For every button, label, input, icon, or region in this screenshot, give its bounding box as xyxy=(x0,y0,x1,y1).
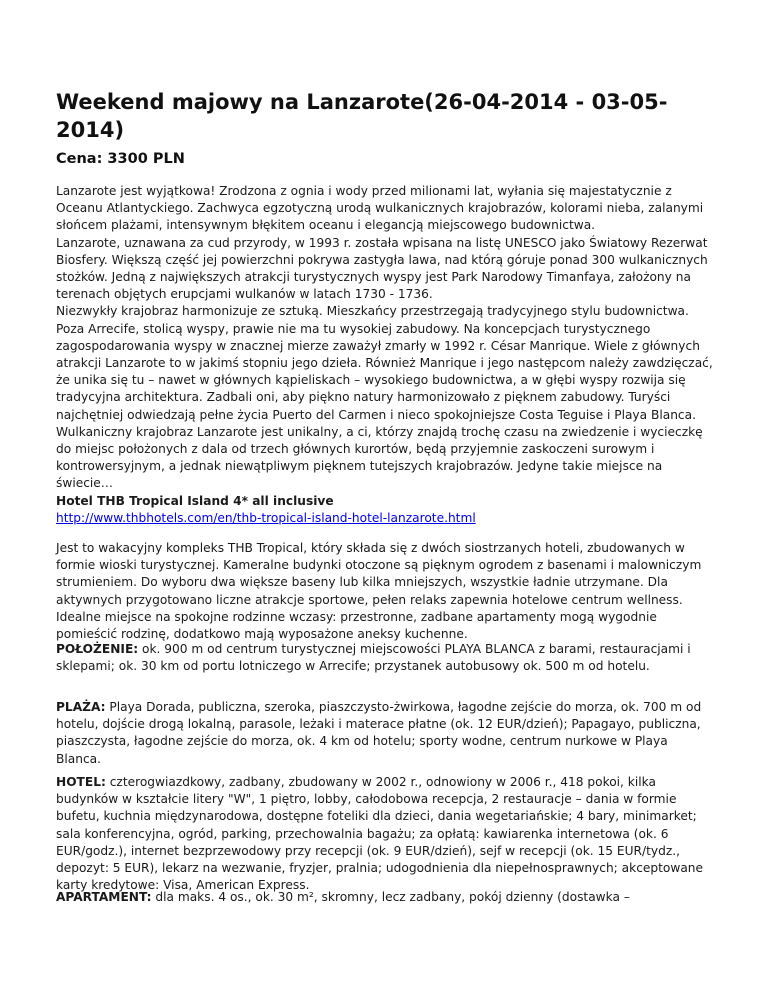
hotel-label: HOTEL: xyxy=(56,775,106,789)
beach-paragraph xyxy=(56,699,716,768)
hotel-paragraph xyxy=(56,774,716,894)
hotel-description xyxy=(56,540,716,643)
apartment-label: APARTAMENT: xyxy=(56,890,152,904)
location-label: POŁOŻENIE: xyxy=(56,642,139,656)
beach-section xyxy=(56,699,716,768)
location-text: ok. 900 m od centrum turystycznej miejscowości PLAYA BLANCA z barami, restauracjami i sklepami; ok. 30 km od portu lotniczego w Arrecife; przystanek autobusowy ok. 500 m od hotelu. xyxy=(56,642,691,674)
intro-paragraph: Lanzarote jest wyjątkowa! Zrodzona z ognia i wody przed milionami lat, wyłania się majestatycznie z Oceanu Atlantyckiego. Zachwyca egzotyczną urodą wulkanicznych krajobrazów, kolorami nieba, zalanymi słońcem plażami, intensywnym błękitem oceanu i elegancją miejscowego budownictwa. xyxy=(56,184,704,233)
beach-text: Playa Dorada, publiczna, szeroka, piaszczysto-żwirkowa, łagodne zejście do morza, ok. 700 m od hotelu, dojście drogą lokalną, parasole, leżaki i materace płatne (ok. 12 EUR/dzień); Papagayo, publiczna, piaszczysta, łagodne zejście do morza, ok. 4 km od hotelu; sporty wodne, centrum nurkowe w Playa Blanca. xyxy=(56,700,702,766)
intro-paragraph: Niezwykły krajobraz harmonizuje ze sztuką. Mieszkańcy przestrzegają tradycyjnego stylu budownictwa. Poza Arrecife, stolicą wyspy, prawie nie ma tu wysokiej zabudowy. Na koncepcjach turystycznego zagospodarowania wyspy w znacznej mierze zaważył zmarły w 1992 r. César Manrique. Wiele z głównych atrakcji Lanzarote to w jakimś stopniu jego dzieła. Również Manrique i jego następcom należy zawdzięczać, że unika się tu – nawet w głównych kąpieliskach – wysokiego budownictwa, a w głębi wyspy rozwija się tradycyjna architektura. Zadbali oni, aby piękno natury harmonizowało z pięknem zabudowy. Turyści najchętniej odwiedzają pełne życia Puerto del Carmen i nieco spokojniejsze Costa Teguise i Playa Blanca. xyxy=(56,304,713,422)
price-heading: Cena: 3300 PLN xyxy=(56,151,185,167)
intro-paragraph: Wulkaniczny krajobraz Lanzarote jest unikalny, a ci, którzy znajdą trochę czasu na zwiedzenie i wycieczkę do miejsc położonych z dala od trzech głównych kurortów, będą przyjemnie zaskoczeni surowym i kontrowersyjnym, a jednak niewątpliwym pięknem tutejszych krajobrazów. Jedyne takie miejsce na świecie… xyxy=(56,424,703,491)
hotel-website-link[interactable]: http://www.thbhotels.com/en/thb-tropical-island-hotel-lanzarote.html xyxy=(56,511,476,526)
location-section xyxy=(56,641,716,675)
intro-section xyxy=(56,183,716,493)
apartment-paragraph xyxy=(56,889,716,906)
beach-label: PLAŻA: xyxy=(56,700,106,714)
hotel-name: Hotel THB Tropical Island 4* all inclusive xyxy=(56,494,334,508)
hotel-header xyxy=(56,493,716,527)
hotel-section xyxy=(56,774,716,894)
page-title: Weekend majowy na Lanzarote(26-04-2014 - 03-05-2014) xyxy=(56,90,668,142)
intro-paragraph: Lanzarote, uznawana za cud przyrody, w 1993 r. została wpisana na listę UNESCO jako Światowy Rezerwat Biosfery. Większą część jej powierzchni pokrywa zastygła lawa, nad którą góruje ponad 300 wulkanicznych stożków. Jedną z największych atrakcji turystycznych wyspy jest Park Narodowy Timanfaya, założony na terenach objętych erupcjami wulkanów w latach 1730 - 1736. xyxy=(56,235,708,302)
apartment-text: dla maks. 4 os., ok. 30 m², skromny, lecz zadbany, pokój dzienny (dostawka – xyxy=(151,890,630,904)
apartment-section xyxy=(56,889,716,906)
location-paragraph xyxy=(56,641,716,675)
hotel-text: czterogwiazdkowy, zadbany, zbudowany w 2002 r., odnowiony w 2006 r., 418 pokoi, kilka budynków w kształcie litery "W", 1 piętro, lobby, całodobowa recepcja, 2 restauracje – dania w formie bufetu, kuchnia międzynarodowa, dostępne foteliki dla dzieci, dania wegetariańskie; 4 bary, minimarket; sala konferencyjna, ogród, parking, przechowalnia bagażu; za opłatą: kawiarenka internetowa (ok. 6 EUR/godz.), internet bezprzewodowy przy recepcji (ok. 9 EUR/dzień), sejf w recepcji (ok. 15 EUR/tydz., depozyt: 5 EUR), lekarz na wezwanie, fryzjer, pralnia; udogodnienia dla niepełnosprawnych; akceptowane karty kredytowe: Visa, American Express. xyxy=(56,775,704,893)
description-paragraph: Jest to wakacyjny kompleks THB Tropical, który składa się z dwóch siostrzanych hoteli, zbudowanych w formie wioski turystycznej. Kameralne budynki otoczone są pięknym ogrodem z basenami i malowniczym strumieniem. Do wyboru dwa większe baseny lub kilka mniejszych, wszystkie ładnie utrzymane. Dla aktywnych przygotowano liczne atrakcje sportowe, pełen relaks zapewnia hotelowe centrum wellness. Idealne miejsce na spokojne rodzinne wczasy: przestronne, zadbane apartamenty mogą wygodnie pomieścić rodzinę, dodatkowo mają wyposażone aneksy kuchenne. xyxy=(56,541,702,642)
